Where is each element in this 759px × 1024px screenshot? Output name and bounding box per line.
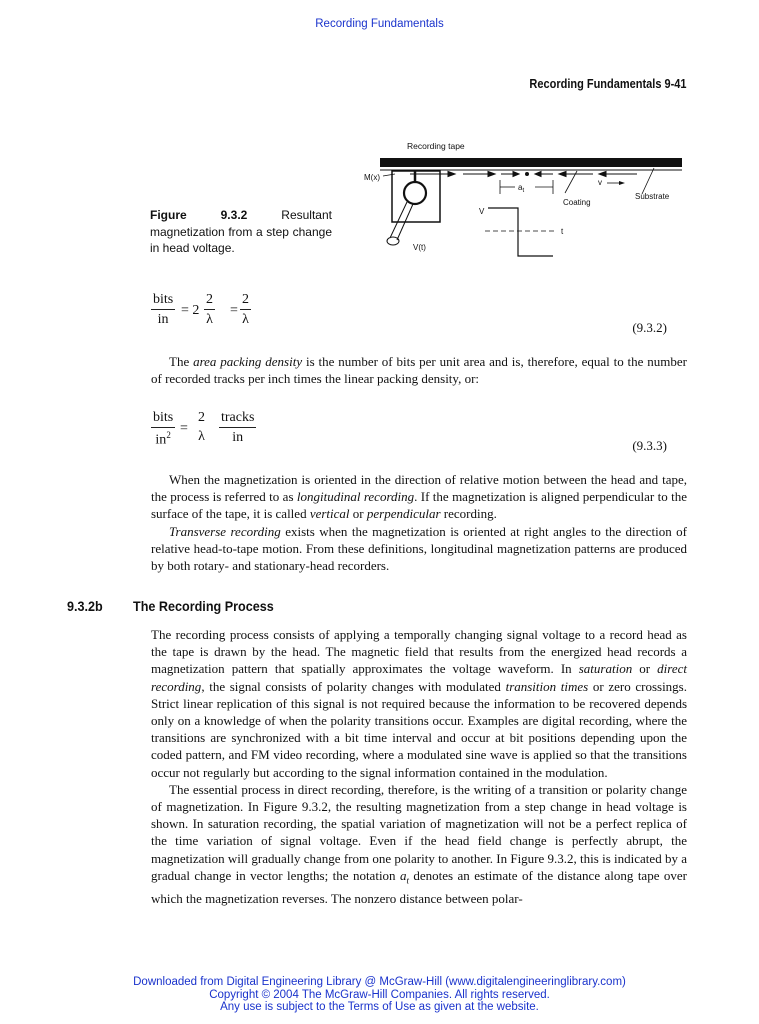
footer-copyright-link[interactable]: Copyright © 2004 The McGraw-Hill Companies. All rights reserved. [209, 988, 550, 1001]
paragraph-essential-process: The essential process in direct recording, therefore, is the writing of a transition or polarity change of magnetization. In Figure 9.3.2, the resulting magnetization from a step change in head voltage is shown. In saturation recording, the spatial variation of magnetization will not be a perfect replica of the time variation of signal voltage. Even if the head field change is perfectly abrupt, the magnetization will gradually change from one polarity to another. In Figure 9.3.2, this is indicated by a gradual change in vector lengths; the notation $a_t$ denotes an estimate of the distance along tape over which the magnetization reverses. The nonzero distance between polar- [151, 781, 687, 906]
figure-caption [150, 207, 332, 257]
fig-label-mx: M(x) [364, 173, 380, 182]
paragraph-transverse: Transverse recording exists when the magnetization is oriented at right angles to the direction of relative head-to-tape motion. From these definitions, longitudinal magnetization patterns are produced by both rotary- and stationary-head recorders. [151, 523, 687, 574]
figure-caption-text: Resultant magnetization from a step change in head voltage. [150, 208, 332, 255]
eq932-mid-den: λ [206, 312, 213, 327]
eq933-eq: = [180, 421, 188, 436]
eq932-eq1: = 2 [181, 303, 200, 318]
paragraph-recording-process: The recording process consists of applying a temporally changing signal voltage to a record head as the tape is drawn by the head. The magnetic field that results from the energized head records a magnetization pattern that spatially approximates the voltage waveform. In saturation or direct recording, the signal consists of polarity changes with modulated transition times or zero crossings. Strict linear replication of this signal is not required because the information to be recovered depends only on a knowledge of when the polarity transitions occur. Examples are digital recording, where the transitions are synchronized with a bit time interval and occur at bit positions depending upon the coded pattern, and FM video recording, where a modulated sine wave is applied so that the transitions occur not regularly but according to the signal information contained in the modulation. [151, 627, 687, 780]
eq932-mid-num: 2 [204, 292, 215, 310]
record-head [387, 171, 440, 245]
eq932-rhs-num: 2 [240, 292, 251, 310]
magnetization-arrows [410, 172, 637, 177]
figure-caption-label: Figure 9.3.2 [150, 208, 248, 222]
eq932-rhs-den: λ [242, 312, 249, 327]
eq932-lhs-den: in [157, 312, 169, 327]
eq933-mid-den: λ [198, 429, 205, 444]
section-body [151, 626, 687, 907]
eq932-rhs [240, 292, 251, 328]
eq933-lhs-num: bits [151, 410, 175, 428]
fig-label-recording-tape: Recording tape [407, 141, 465, 151]
section-number: 9.3.2b [67, 598, 103, 614]
eq933-rhs-den: in [232, 430, 244, 445]
eq932-lhs-num: bits [151, 292, 175, 310]
step-waveform [488, 208, 553, 256]
fig-label-v-arrow: v [598, 178, 602, 187]
eq933-lhs [151, 410, 175, 449]
paragraph-orientation [151, 471, 687, 574]
top-link[interactable]: Recording Fundamentals [315, 18, 444, 30]
eq933-number: (9.3.3) [632, 438, 667, 453]
tape-substrate [380, 158, 682, 167]
eq932-number: (9.3.2) [632, 320, 667, 335]
section-title: The Recording Process [133, 598, 274, 614]
footer [0, 976, 759, 1014]
eq933-lhs-den: $in^2$ [155, 430, 171, 448]
eq933-rhs [219, 410, 256, 446]
figure-diagram [355, 138, 690, 268]
footer-terms-link[interactable]: Any use is subject to the Terms of Use as given at the website. [220, 1001, 539, 1013]
running-head: Recording Fundamentals 9-41 [529, 77, 687, 91]
paragraph-longitudinal: When the magnetization is oriented in the direction of relative motion between the head and tape, the process is referred to as longitudinal recording. If the magnetization is aligned perpendicular to the surface of the tape, it is called vertical or perpendicular recording. [151, 472, 687, 522]
eq933-mid [196, 410, 207, 445]
eq932-lhs [151, 292, 175, 328]
fig-label-v-axis: V [479, 207, 485, 216]
paragraph-area-density: The area packing density is the number of bits per unit area and is, therefore, equal to the number of recorded tracks per inch times the linear packing density, or: [151, 354, 688, 387]
eq932-mid [204, 292, 215, 328]
fig-label-substrate: Substrate [635, 192, 670, 201]
fig-label-vt: V(t) [413, 243, 426, 252]
fig-label-t-axis: t [561, 227, 564, 236]
eq932-eq2: = [230, 303, 238, 318]
eq933-mid-num: 2 [198, 410, 205, 425]
footer-download-link[interactable]: Downloaded from Digital Engineering Library @ McGraw-Hill (www.digitalengineeringlibrary.com) [133, 976, 626, 988]
eq933-rhs-num: tracks [219, 410, 256, 428]
fig-label-at: $a_t$ [518, 183, 525, 194]
fig-label-coating: Coating [563, 198, 591, 207]
